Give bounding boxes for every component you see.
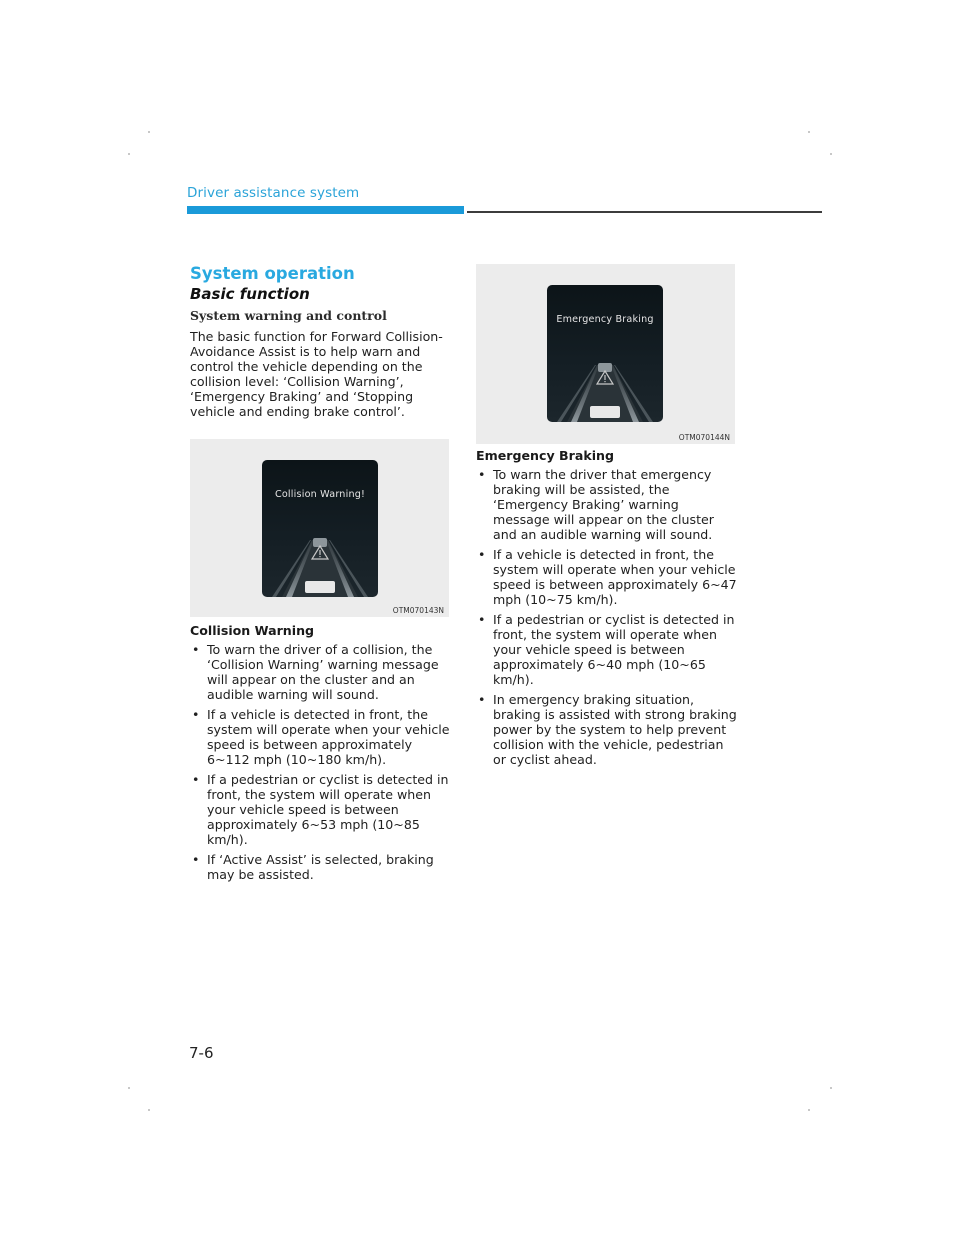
cluster-display bbox=[262, 460, 378, 597]
road-scene-graphic bbox=[262, 460, 378, 597]
subsub-title: System warning and control bbox=[190, 308, 387, 323]
list-item: • If a vehicle is detected in front, the system will operate when your vehicle speed is between approximately 6~112 mph (10~180 km/h). bbox=[192, 707, 450, 767]
collision-warning-figure bbox=[190, 439, 449, 617]
header-rule bbox=[467, 211, 822, 213]
figure-code: OTM070143N bbox=[392, 606, 444, 615]
bullet-list bbox=[476, 467, 738, 767]
screen-message: Collision Warning! bbox=[274, 489, 366, 500]
list-item: • If a pedestrian or cyclist is detected in front, the system will operate when your vehicle speed is between approximately 6~53 mph (10~85 km/h). bbox=[192, 772, 449, 847]
left-column bbox=[190, 264, 452, 887]
list-item: • In emergency braking situation, braking is assisted with strong braking power by the system to help prevent collision with the vehicle, pedestrian or cyclist ahead. bbox=[478, 692, 737, 767]
page-number: 7-6 bbox=[189, 1044, 214, 1062]
emergency-braking-figure bbox=[476, 264, 735, 444]
header-rule-accent bbox=[187, 206, 464, 214]
chapter-header: Driver assistance system bbox=[187, 185, 360, 201]
cluster-display bbox=[547, 285, 663, 422]
sub-title: Basic function bbox=[190, 285, 310, 303]
section-title: System operation bbox=[190, 264, 355, 283]
list-item: • To warn the driver that emergency braking will be assisted, the ‘Emergency Braking’ warning message will appear on the cluster and an audible warning will sound. bbox=[478, 467, 714, 542]
crop-mark bbox=[148, 1109, 150, 1111]
list-item: • To warn the driver of a collision, the ‘Collision Warning’ warning message will appear on the cluster and an audible warning will sound. bbox=[192, 642, 439, 702]
figure-code: OTM070144N bbox=[678, 433, 730, 442]
crop-mark bbox=[830, 1087, 832, 1089]
crop-mark bbox=[148, 131, 150, 133]
figure-caption: Emergency Braking bbox=[476, 448, 615, 463]
figure-caption: Collision Warning bbox=[190, 623, 315, 638]
screen-message: Emergency Braking bbox=[556, 314, 654, 325]
intro-paragraph: The basic function for Forward Collision-Avoidance Assist is to help warn and control the vehicle depending on the collision level: ‘Collision Warning’, ‘Emergency Braking’ and ‘Stopping vehicle and ending brake control’. bbox=[190, 329, 443, 419]
crop-mark bbox=[808, 1109, 810, 1111]
list-item: • If a vehicle is detected in front, the system will operate when your vehicle speed is between approximately 6~47 mph (10~75 km/h). bbox=[478, 547, 737, 607]
crop-mark bbox=[128, 1087, 130, 1089]
crop-mark bbox=[830, 153, 832, 155]
road-scene-graphic bbox=[547, 285, 663, 422]
list-item: • If ‘Active Assist’ is selected, braking may be assisted. bbox=[192, 852, 434, 882]
bullet-list bbox=[190, 642, 452, 882]
crop-mark bbox=[128, 153, 130, 155]
list-item: • If a pedestrian or cyclist is detected in front, the system will operate when your vehicle speed is between approximately 6~40 mph (10~65 km/h). bbox=[478, 612, 735, 687]
right-column bbox=[476, 264, 738, 772]
crop-mark bbox=[808, 131, 810, 133]
